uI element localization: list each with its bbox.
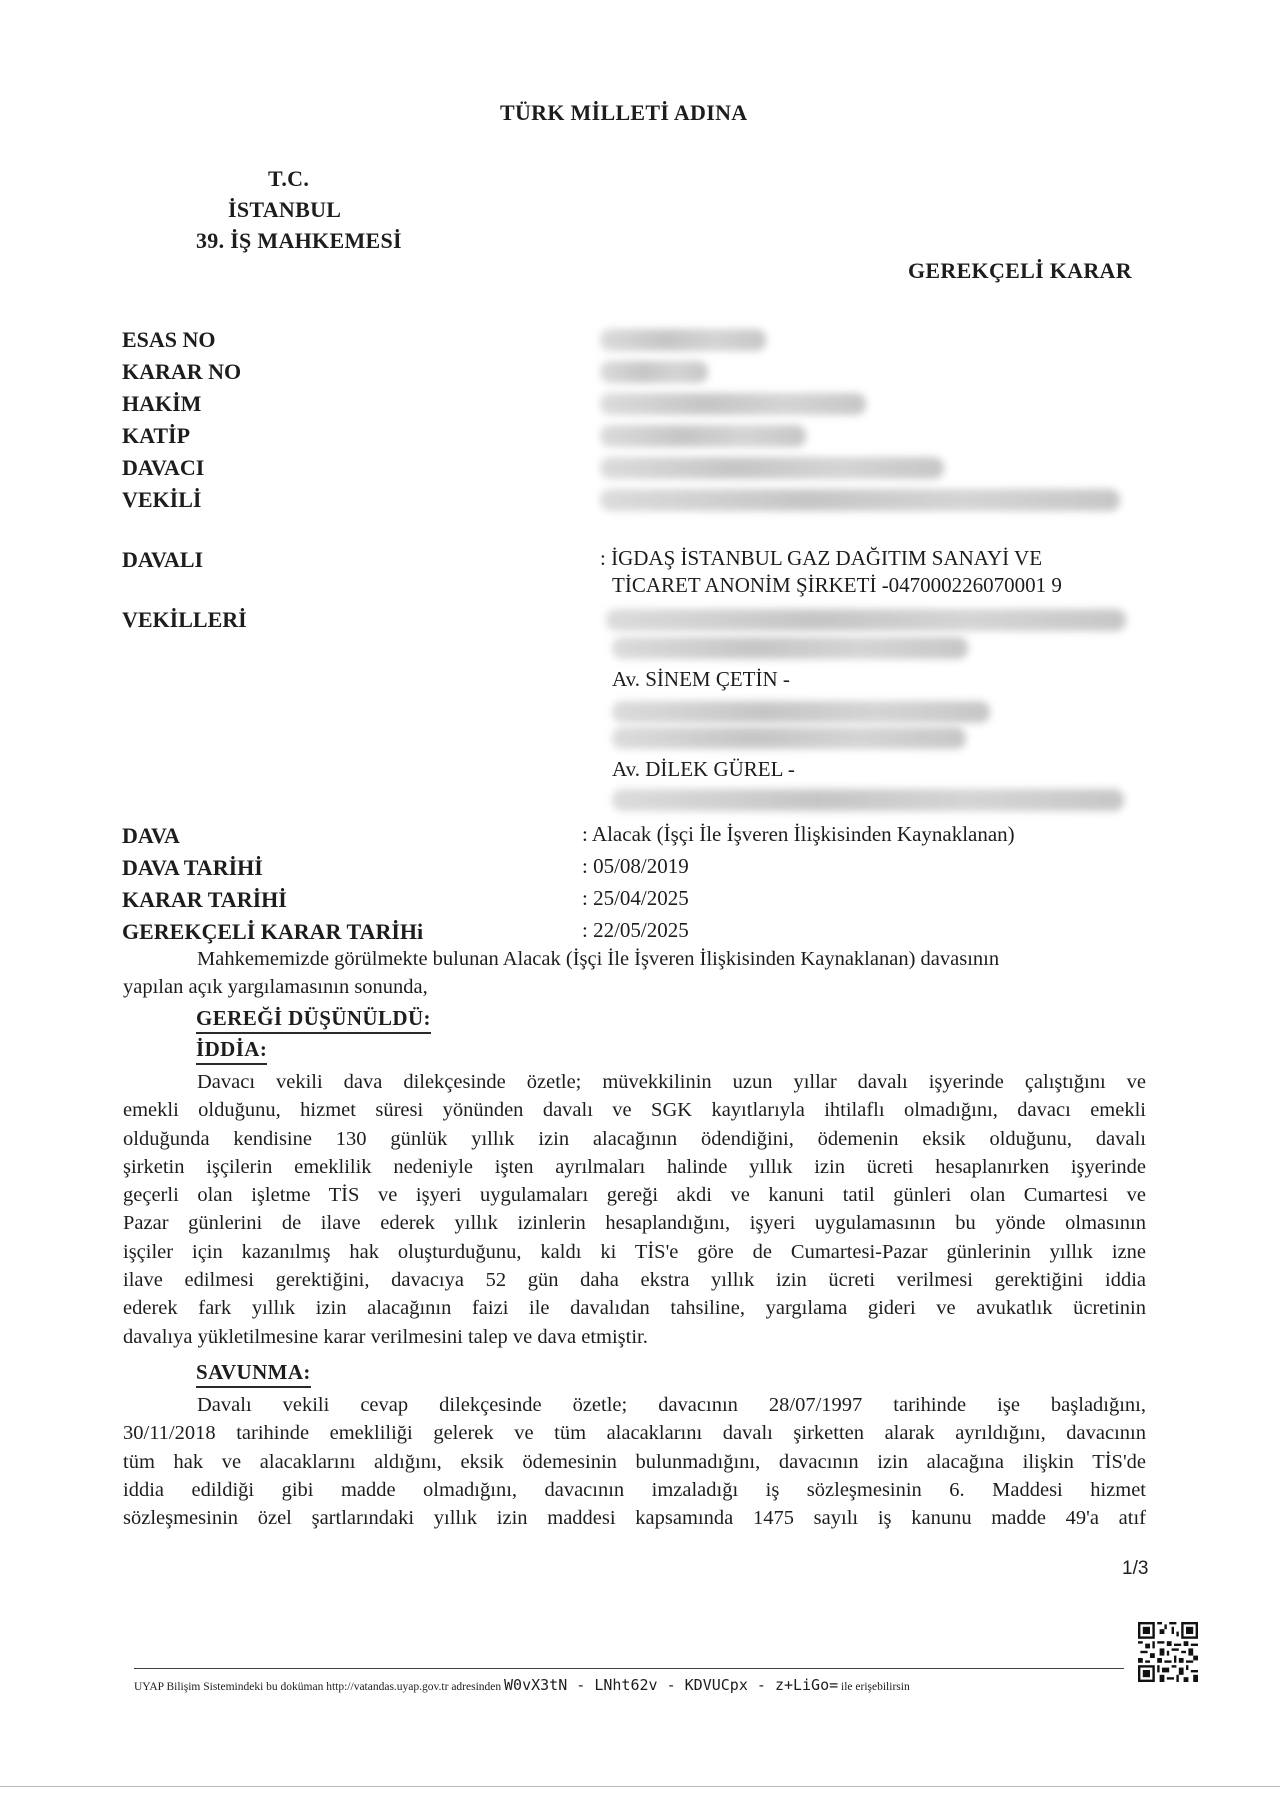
iddia-line: geçerli olan işletme TİS ve işyeri uygulamaları gereği akdi ve kanuni tatil günleri olan Cumartesi ve	[123, 1184, 1146, 1207]
qr-code-icon	[1138, 1622, 1198, 1682]
iddia-line: emekli olduğunu, hizmet süresi yönünden davalı ve SGK kayıtlarıyla ihtilaflı olmadığını, davacı emekli	[123, 1099, 1146, 1122]
label-vekilleri: VEKİLLERİ	[122, 607, 247, 632]
country-abbrev: T.C.	[268, 166, 310, 191]
redacted-lawyer-1-detail-1	[612, 701, 990, 723]
redacted-esas-no	[600, 329, 766, 351]
footer-url[interactable]: http://vatandas.uyap.gov.tr	[326, 1681, 449, 1693]
label-karar-tarihi: KARAR TARİHİ	[122, 887, 287, 912]
footer-verification	[134, 1676, 910, 1694]
davali-value-line1: : İGDAŞ İSTANBUL GAZ DAĞITIM SANAYİ VE	[600, 546, 1043, 570]
savunma-line: Davalı vekili cevap dilekçesinde özetle; davacının 28/07/1997 tarihinde işe başladığını,	[197, 1394, 1146, 1416]
footer-text-after: ile erişebilirsin	[841, 1681, 910, 1693]
gerekceli-karar-tarihi-value: : 22/05/2025	[582, 918, 689, 942]
section-iddia-heading	[196, 1037, 267, 1065]
label-karar-no: KARAR NO	[122, 359, 242, 384]
iddia-line: ilave edilmesi gerektiğini, davacıya 52 gün daha ekstra yıllık izin ücreti verilmesi gerektiğini iddia	[123, 1269, 1146, 1292]
savunma-line: 30/11/2018 tarihinde emekliliği gelerek ve tüm alacaklarını davalı şirketten alarak ayrıldığını, davacının	[123, 1422, 1146, 1445]
label-davali: DAVALI	[122, 547, 204, 572]
page-number: 1/3	[1122, 1558, 1149, 1579]
section-iddia-underline	[196, 1063, 267, 1065]
intro-line-1: Mahkememizde görülmekte bulunan Alacak (İşçi İle İşveren İlişkisinden Kaynaklanan) davasının	[197, 948, 1000, 970]
redacted-katip	[600, 425, 806, 447]
document-type: GEREKÇELİ KARAR	[908, 258, 1132, 283]
redacted-vekil-address-2	[612, 637, 968, 659]
savunma-line: sözleşmesinin özel şartlarındaki yıllık izin maddesi kapsamında 1475 sayılı iş kanunu madde 49'a atıf	[123, 1507, 1146, 1530]
redacted-davaci	[600, 457, 944, 479]
court-name: 39. İŞ MAHKEMESİ	[196, 228, 402, 253]
iddia-line: olduğunda kendisine 130 günlük yıllık izin alacağının ödendiğini, ödemenin eksik olduğunu, davalı	[123, 1127, 1146, 1150]
section-savunma-text: SAVUNMA:	[196, 1360, 311, 1384]
label-dava: DAVA	[122, 823, 180, 848]
iddia-line: ederek fark yıllık izin alacağının faizi ile davalıdan tahsiline, yargılama gideri ve avukatlık ücretinin	[123, 1297, 1146, 1320]
davali-value-line2: TİCARET ANONİM ŞİRKETİ -047000226070001 9	[612, 573, 1062, 597]
karar-tarihi-value: : 25/04/2025	[582, 886, 689, 910]
label-katip: KATİP	[122, 423, 191, 448]
section-savunma-underline	[196, 1386, 311, 1388]
section-geregi-heading	[196, 1006, 431, 1034]
iddia-line: işçiler için kazanılmış hak oluşturduğunu, kaldı ki TİS'e göre de Cumartesi-Pazar günlerinin yıllık izne	[123, 1240, 1146, 1263]
iddia-line: şirketin işçilerin emeklilik nedeniyle işten ayrılmaları halinde yıllık izin ücreti hesaplanırken işyerinde	[123, 1155, 1146, 1178]
redacted-vekili	[600, 489, 1120, 511]
label-vekili: VEKİLİ	[122, 487, 202, 512]
redacted-vekil-address-1	[606, 609, 1126, 631]
footer-text-before: UYAP Bilişim Sistemindeki bu doküman	[134, 1681, 324, 1693]
footer-text-mid: adresinden	[451, 1681, 502, 1693]
iddia-line: davalıya yükletilmesine karar verilmesini talep ve dava etmiştir.	[123, 1325, 648, 1348]
redacted-karar-no	[600, 361, 708, 383]
redacted-lawyer-2-detail	[612, 789, 1124, 811]
section-geregi-text: GEREĞİ DÜŞÜNÜLDÜ:	[196, 1006, 431, 1030]
savunma-paragraph	[123, 1391, 1146, 1532]
section-iddia-text: İDDİA:	[196, 1037, 268, 1061]
footer-verification-code: W0vX3tN - LNht62v - KDVUCpx - z+LiGo=	[504, 1676, 839, 1694]
footer-rule	[134, 1668, 1124, 1669]
iddia-line: Pazar günlerini de ilave ederek yıllık izinlerin hesaplandığını, işyeri uygulamasının bu yönde olmasının	[123, 1212, 1146, 1235]
section-geregi-underline	[196, 1032, 431, 1034]
label-davaci: DAVACI	[122, 455, 205, 480]
dava-value: : Alacak (İşçi İle İşveren İlişkisinden Kaynaklanan)	[582, 822, 1015, 846]
iddia-line: Davacı vekili dava dilekçesinde özetle; müvekkilinin uzun yıllar davalı işyerinde çalıştığını ve	[197, 1071, 1146, 1093]
lawyer-2: Av. DİLEK GÜREL -	[612, 757, 795, 781]
redacted-lawyer-1-detail-2	[612, 727, 966, 749]
dava-tarihi-value: : 05/08/2019	[582, 854, 689, 878]
iddia-paragraph	[123, 1068, 1146, 1351]
scan-bottom-edge	[0, 1786, 1280, 1787]
label-dava-tarihi: DAVA TARİHİ	[122, 855, 263, 880]
savunma-line: iddia edildiği gibi madde olmadığını, davacının imzaladığı iş sözleşmesinin 6. Maddesi hizmet	[123, 1478, 1146, 1501]
city-name: İSTANBUL	[228, 197, 342, 222]
label-gerekceli-karar-tarihi: GEREKÇELİ KARAR TARİHi	[122, 919, 424, 944]
label-hakim: HAKİM	[122, 391, 202, 416]
nation-heading: TÜRK MİLLETİ ADINA	[500, 100, 748, 125]
lawyer-1: Av. SİNEM ÇETİN -	[612, 667, 790, 691]
redacted-hakim	[600, 393, 866, 415]
savunma-line: tüm hak ve alacaklarını aldığını, eksik ödemesinin bulunmadığını, davacının izin alacağına ilişkin TİS'de	[123, 1450, 1146, 1473]
intro-line-2: yapılan açık yargılamasının sonunda,	[123, 976, 428, 998]
section-savunma-heading	[196, 1360, 311, 1388]
label-esas-no: ESAS NO	[122, 327, 216, 352]
